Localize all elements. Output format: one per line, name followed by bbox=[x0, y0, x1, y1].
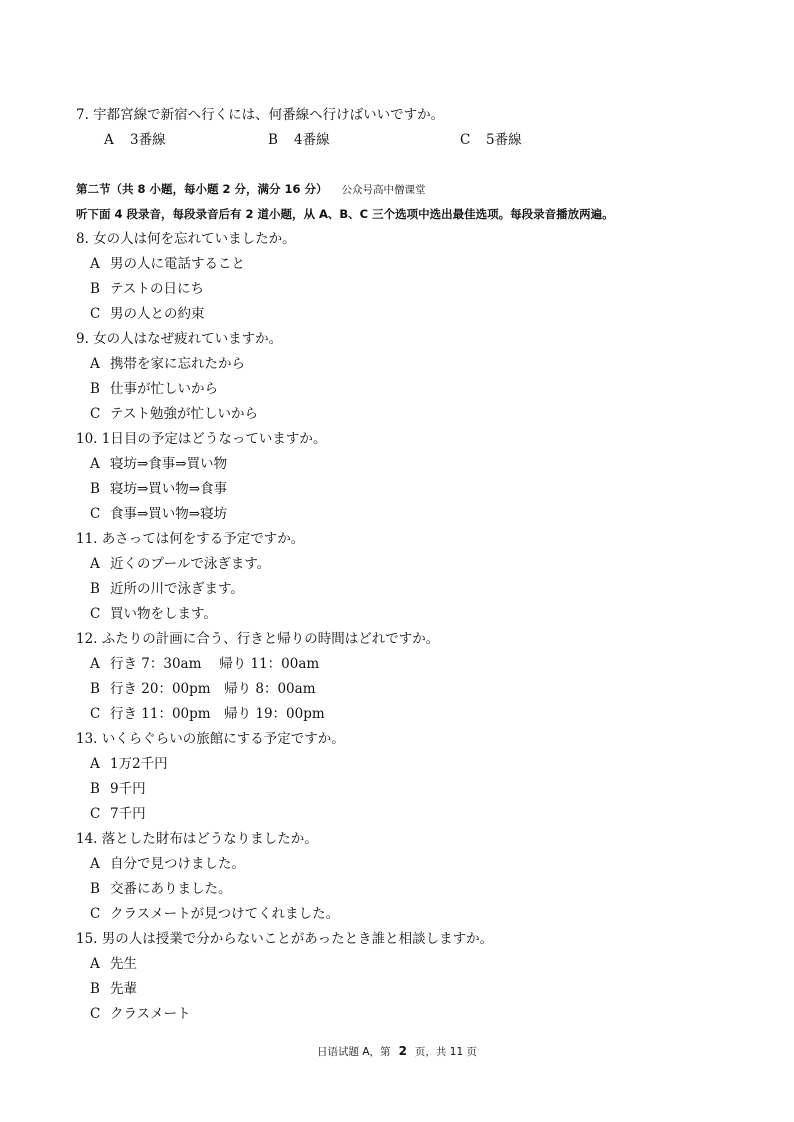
option-text: 寝坊⇒買い物⇒食事 bbox=[110, 481, 228, 497]
option-letter: A bbox=[90, 456, 100, 472]
option-text: 先輩 bbox=[110, 981, 137, 997]
watermark-note: 公众号高中僧课堂 bbox=[341, 184, 426, 196]
option-text: 9千円 bbox=[110, 781, 146, 797]
option-letter: B bbox=[90, 981, 100, 997]
answer-option bbox=[90, 855, 245, 873]
option-text: 買い物をします。 bbox=[110, 606, 217, 622]
option-text: 仕事が忙しいから bbox=[110, 381, 218, 397]
option-letter: A bbox=[90, 556, 100, 572]
option-letter: C bbox=[90, 406, 101, 422]
option-text: 交番にありました。 bbox=[110, 881, 232, 897]
footer-prefix: 日语试题 A，第 bbox=[317, 1046, 391, 1058]
option-text: 男の人との約束 bbox=[110, 306, 205, 322]
option-text: 行き 20：00pm 帰り 8：00am bbox=[110, 681, 316, 697]
option-text: 寝坊⇒食事⇒買い物 bbox=[110, 456, 228, 472]
option-letter: A bbox=[90, 856, 100, 872]
option-letter: C bbox=[90, 306, 101, 322]
page-number: 2 bbox=[398, 1044, 407, 1058]
option-letter: B bbox=[90, 481, 100, 497]
answer-option bbox=[90, 580, 244, 598]
option-text: 携帯を家に忘れたから bbox=[110, 356, 245, 372]
question-7-text: 7. 宇都宮線で新宿へ行くには、何番線へ行けばいいですか。 bbox=[76, 107, 445, 123]
answer-option bbox=[90, 605, 217, 623]
option-text: 行き 11：00pm 帰り 19：00pm bbox=[110, 706, 325, 722]
answer-option bbox=[90, 355, 245, 373]
option-letter: B bbox=[268, 132, 278, 148]
answer-option bbox=[90, 255, 245, 273]
option-letter: C bbox=[90, 506, 101, 522]
answer-option bbox=[90, 705, 325, 723]
answer-option bbox=[90, 780, 146, 798]
question-text: 13. いくらぐらいの旅館にする予定ですか。 bbox=[76, 731, 345, 747]
option-letter: C bbox=[90, 606, 101, 622]
option-text: 3番線 bbox=[130, 132, 166, 148]
question-text: 15. 男の人は授業で分からないことがあったとき誰と相談しますか。 bbox=[76, 931, 494, 947]
answer-option bbox=[90, 380, 218, 398]
q7-option-b bbox=[268, 131, 330, 149]
option-text: 先生 bbox=[110, 956, 137, 972]
question-text: 11. あさっては何をする予定ですか。 bbox=[76, 531, 305, 547]
answer-option bbox=[90, 555, 270, 573]
option-letter: C bbox=[90, 1006, 101, 1022]
answer-option bbox=[90, 455, 227, 473]
option-letter: C bbox=[90, 706, 101, 722]
option-text: 近所の川で泳ぎます。 bbox=[110, 581, 244, 597]
section-heading-text: 第二节（共 8 小题，每小题 2 分，满分 16 分） bbox=[76, 182, 328, 196]
option-letter: C bbox=[90, 806, 101, 822]
option-text: 食事⇒買い物⇒寝坊 bbox=[110, 506, 228, 522]
question-text: 10. 1日目の予定はどうなっていますか。 bbox=[76, 431, 327, 447]
answer-option bbox=[90, 655, 319, 673]
answer-option bbox=[90, 305, 205, 323]
option-text: 近くのプールで泳ぎます。 bbox=[110, 556, 271, 572]
question-text: 12. ふたりの計画に合う、行きと帰りの時間はどれですか。 bbox=[76, 631, 440, 647]
option-letter: B bbox=[90, 681, 100, 697]
option-letter: B bbox=[90, 581, 100, 597]
option-letter: C bbox=[460, 132, 471, 148]
answer-option bbox=[90, 880, 232, 898]
answer-option bbox=[90, 280, 204, 298]
option-text: 5番線 bbox=[486, 132, 522, 148]
question-text: 14. 落とした財布はどうなりましたか。 bbox=[76, 831, 318, 847]
option-letter: B bbox=[90, 781, 100, 797]
question-text: 9. 女の人はなぜ疲れていますか。 bbox=[76, 331, 283, 347]
answer-option bbox=[90, 805, 146, 823]
footer-suffix: 页，共 11 页 bbox=[414, 1046, 477, 1058]
answer-option bbox=[90, 755, 168, 773]
option-letter: A bbox=[104, 132, 114, 148]
option-letter: B bbox=[90, 281, 100, 297]
option-letter: A bbox=[90, 956, 100, 972]
page-footer bbox=[0, 1044, 794, 1059]
option-letter: A bbox=[90, 756, 100, 772]
section-heading bbox=[76, 180, 426, 199]
answer-option bbox=[90, 1005, 191, 1023]
option-text: 男の人に電話すること bbox=[110, 256, 245, 272]
option-text: 行き 7：30am 帰り 11：00am bbox=[110, 656, 320, 672]
answer-option bbox=[90, 505, 227, 523]
option-text: テスト勉強が忙しいから bbox=[110, 406, 258, 422]
option-letter: A bbox=[90, 356, 100, 372]
option-text: 1万2千円 bbox=[110, 756, 168, 772]
answer-option bbox=[90, 905, 339, 923]
option-letter: B bbox=[90, 381, 100, 397]
q7-option-c bbox=[460, 131, 522, 149]
option-text: クラスメートが見つけてくれました。 bbox=[110, 906, 340, 922]
option-letter: A bbox=[90, 256, 100, 272]
section-instruction: 听下面 4 段录音，每段录音后有 2 道小题，从 A、B、C 三个选项中选出最佳选项。每段录音播放两遍。 bbox=[76, 207, 614, 221]
answer-option bbox=[90, 480, 227, 498]
option-text: 7千円 bbox=[110, 806, 146, 822]
answer-option bbox=[90, 980, 137, 998]
answer-option bbox=[90, 680, 316, 698]
option-letter: B bbox=[90, 881, 100, 897]
option-letter: A bbox=[90, 656, 100, 672]
answer-option bbox=[90, 955, 137, 973]
option-text: クラスメート bbox=[110, 1006, 191, 1022]
option-letter: C bbox=[90, 906, 101, 922]
q7-option-a bbox=[104, 131, 166, 149]
option-text: テストの日にち bbox=[110, 281, 204, 297]
option-text: 4番線 bbox=[294, 132, 330, 148]
answer-option bbox=[90, 405, 258, 423]
question-text: 8. 女の人は何を忘れていましたか。 bbox=[76, 231, 296, 247]
option-text: 自分で見つけました。 bbox=[110, 856, 245, 872]
